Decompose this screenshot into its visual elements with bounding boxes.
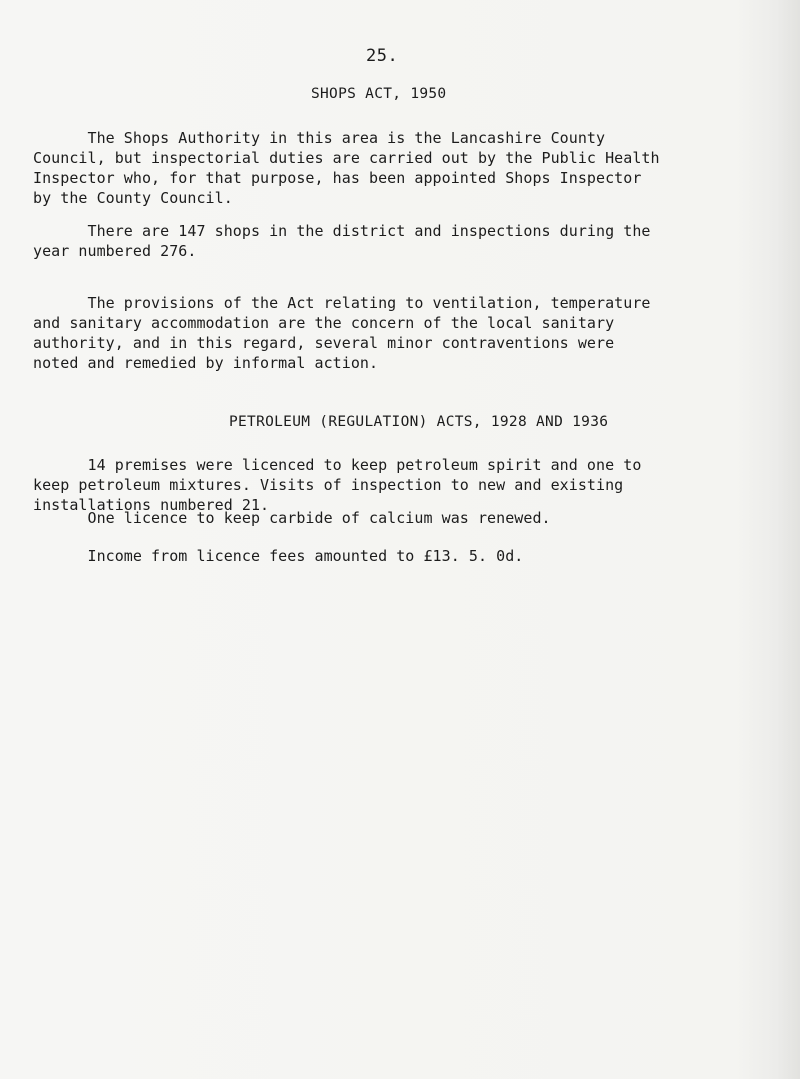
section-heading-shops-act: SHOPS ACT, 1950 [311, 86, 447, 102]
paragraph-shops-authority: The Shops Authority in this area is the Lancashire County Council, but inspectorial duties are carried out by the Public Health Inspector who, for that purpose, has been appointed Shops Inspector by the County Council. [33, 129, 660, 207]
paragraph-shops-count: There are 147 shops in the district and inspections during the year numbered 276. [33, 222, 651, 260]
paragraph-licence-income: Income from licence fees amounted to £13. 5. 0d. [33, 547, 524, 565]
paragraph-act-provisions: The provisions of the Act relating to ventilation, temperature and sanitary accommodation are the concern of the local sanitary authority, and in this regard, several minor contraventions were noted and remedied by informal action. [33, 294, 651, 372]
section-heading-petroleum-acts: PETROLEUM (REGULATION) ACTS, 1928 AND 1936 [229, 414, 609, 430]
paragraph-petroleum-premises: 14 premises were licenced to keep petroleum spirit and one to keep petroleum mixtures. Visits of inspection to new and existing installations numbered 21. [33, 456, 642, 514]
page-number: 25. [366, 46, 399, 66]
paragraph-carbide-licence: One licence to keep carbide of calcium was renewed. [33, 509, 551, 527]
